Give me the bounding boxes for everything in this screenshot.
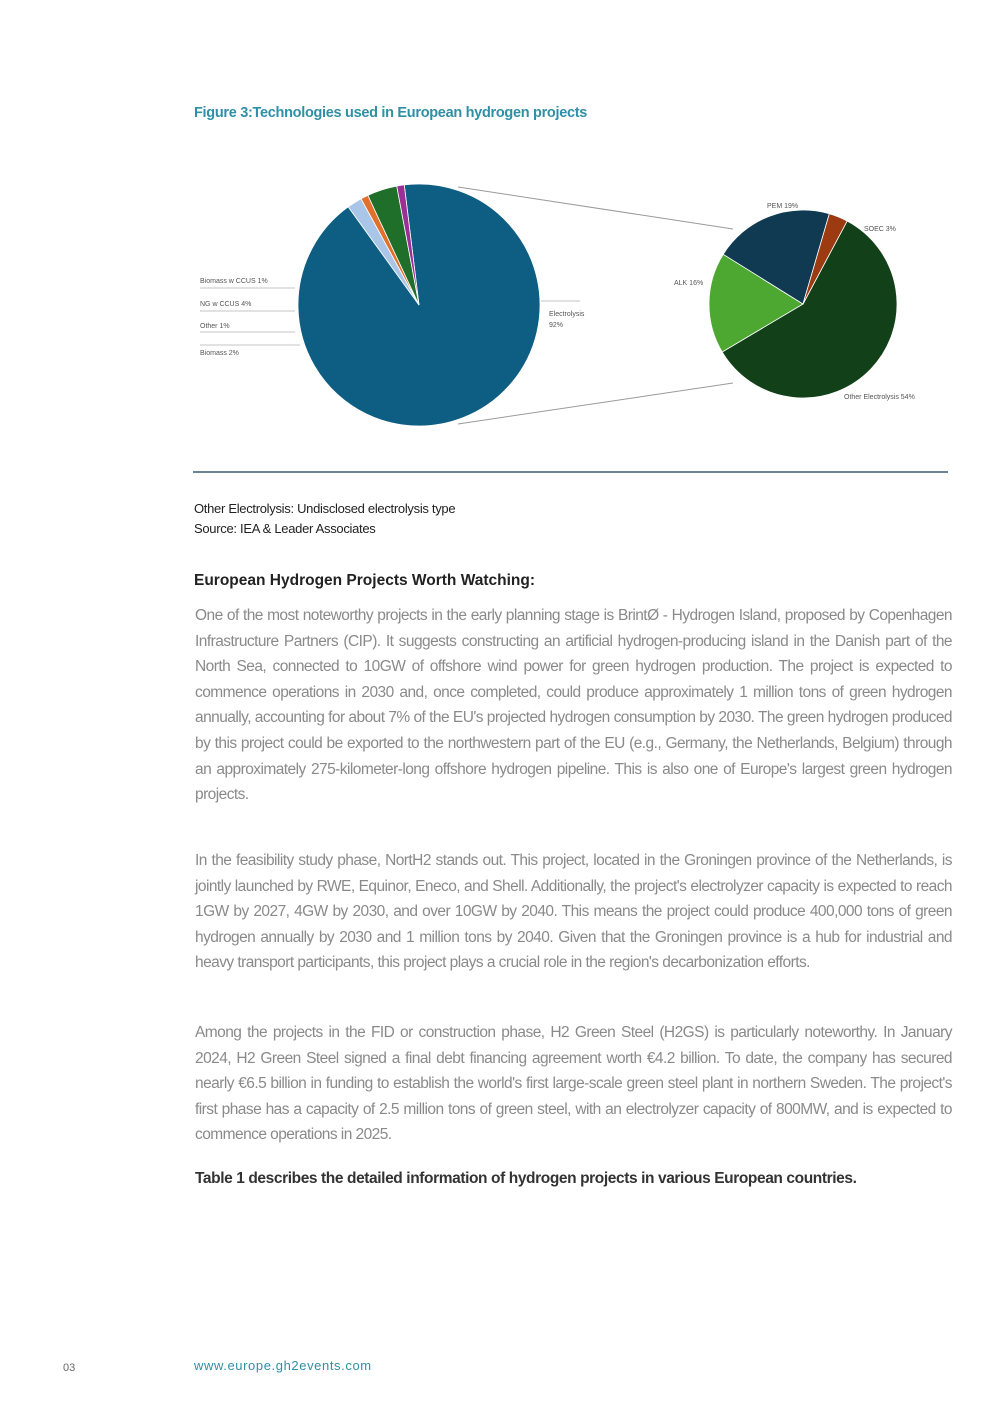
figure-divider [193, 471, 948, 473]
label-other: Other 1% [200, 323, 230, 330]
main-pie [298, 184, 540, 426]
section-heading: European Hydrogen Projects Worth Watching: [194, 572, 536, 589]
paragraph-h2gs: Among the projects in the FID or construction phase, H2 Green Steel (H2GS) is particularly noteworthy. In January 2024, H2 Green Steel signed a final debt financing agreement worth €4.2 billion. To date, the company has secured nearly €6.5 billion in funding to establish the world's first large-scale green steel plant in northern Sweden. The project's first phase has a capacity of 2.5 million tons of green steel, with an electrolyzer capacity of 800MW, and is expected to commence operations in 2025. [195, 1024, 952, 1144]
electrolysis-breakdown-pie [709, 210, 897, 398]
label-biomass-ccus: Biomass w CCUS 1% [200, 278, 268, 285]
label-electrolysis-value: 92% [549, 322, 564, 329]
table-reference-text: Table 1 describes the detailed information of hydrogen projects in various European countries. [195, 1170, 857, 1187]
label-biomass: Biomass 2% [200, 350, 239, 357]
label-other-electrolysis: Other Electrolysis 54% [844, 394, 915, 401]
label-electrolysis-name: Electrolysis [549, 311, 585, 318]
footer-website-link[interactable]: www.europe.gh2events.com [194, 1358, 372, 1373]
page-number: 03 [63, 1362, 76, 1374]
paragraph-north2: In the feasibility study phase, NortH2 stands out. This project, located in the Groningen province of the Netherlands, is jointly launched by RWE, Equinor, Eneco, and Shell. Additionally, the project's electrolyzer capacity is expected to reach 1GW by 2027, 4GW by 2030, and over 10GW by 2040. This means the project could produce 400,000 tons of green hydrogen annually by 2030 and 1 million tons by 2040. Given that the Groningen province is a hub for industrial and heavy transport participants, this project plays a crucial role in the region's decarbonization efforts. [195, 852, 952, 972]
paragraph-brinto: One of the most noteworthy projects in the early planning stage is BrintØ - Hydrogen Island, proposed by Copenhagen Infrastructure Partners (CIP). It suggests constructing an artificial hydrogen-producing island in the Danish part of the North Sea, connected to 10GW of offshore wind power for green hydrogen production. The project is expected to commence operations in 2030 and, once completed, could produce approximately 1 million tons of green hydrogen annually, accounting for about 7% of the EU's projected hydrogen consumption by 2030. The green hydrogen produced by this project could be exported to the northwestern part of the EU (e.g., Germany, the Netherlands, Belgium) through an approximately 275-kilometer-long offshore hydrogen pipeline. This is also one of Europe's largest green hydrogen projects. [195, 607, 952, 804]
label-pem: PEM 19% [767, 203, 799, 210]
technology-pie-charts [0, 0, 992, 470]
source-note: Source: IEA & Leader Associates [194, 521, 376, 536]
electrolysis-definition-note: Other Electrolysis: Undisclosed electrolysis type [194, 501, 456, 516]
label-ng-ccus: NG w CCUS 4% [200, 301, 252, 308]
label-soec: SOEC 3% [864, 226, 896, 233]
figure-title: Figure 3:Technologies used in European hydrogen projects [194, 105, 588, 121]
label-alk: ALK 16% [674, 280, 704, 287]
